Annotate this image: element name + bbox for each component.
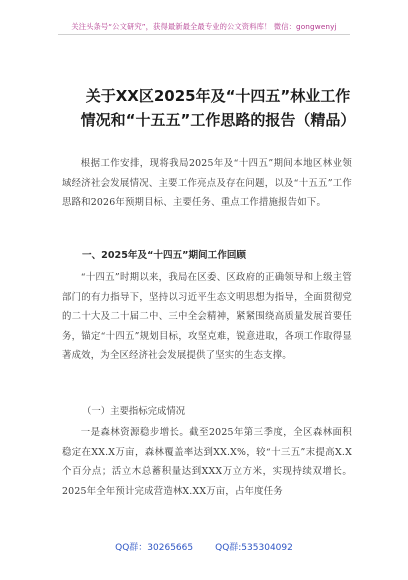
subsection-paragraph-block — [62, 423, 352, 501]
intro-paragraph: 根据工作安排，现将我局2025年及“十四五”期间本地区林业领域经济社会发展情况、主要工作亮点及存在问题，以及“十五五”工作思路和2026年预期目标、主要任务、重点工作措施报告如下。 — [62, 158, 352, 209]
subsection-heading: （一）主要指标完成情况 — [82, 406, 186, 417]
section-paragraph: “十四五”时期以来，我局在区委、区政府的正确领导和上级主管部门的有力指导下，坚持以习近平生态文明思想为指导，全面贯彻党的二十大及二十届二中、三中全会精神，紧紧围绕高质量发展首要任务，锚定“十四五”规划目标，攻坚克难，锐意进取，各项工作取得显著成效，为全区经济社会发展提供了坚实的生态支撑。 — [62, 272, 352, 362]
header-banner — [0, 14, 408, 33]
footer — [0, 540, 408, 553]
section-paragraph-block — [62, 268, 352, 366]
title-line-1: 关于XX区2025年及“十四五”林业工作 — [85, 87, 351, 105]
document-title — [68, 84, 368, 132]
footer-qq-group-2: QQ群:535304092 — [215, 543, 293, 553]
title-line-2: 情况和“十五五”工作思路的报告（精品） — [80, 111, 356, 129]
intro-paragraph-block — [62, 154, 352, 213]
header-divider — [58, 34, 350, 35]
section-heading: 一、2025年及“十四五”期间工作回顾 — [82, 250, 247, 261]
subsection-paragraph: 一是森林资源稳步增长。截至2025年第三季度，全区森林面积稳定在XX.X万亩，森林覆盖率达到XX.X%，较“十三五”末提高X.X个百分点；活立木总蓄积量达到XXX万立方米，实现持续双增长。2025年全年预计完成营造林X.XX万亩，占年度任务 — [62, 427, 352, 497]
header-banner-text: 关注头条号“公文研究”，获得最新最全最专业的公文资料库！ 微信：gongwenyj — [71, 22, 337, 31]
footer-qq-group-1: QQ群：30265665 — [115, 543, 194, 553]
